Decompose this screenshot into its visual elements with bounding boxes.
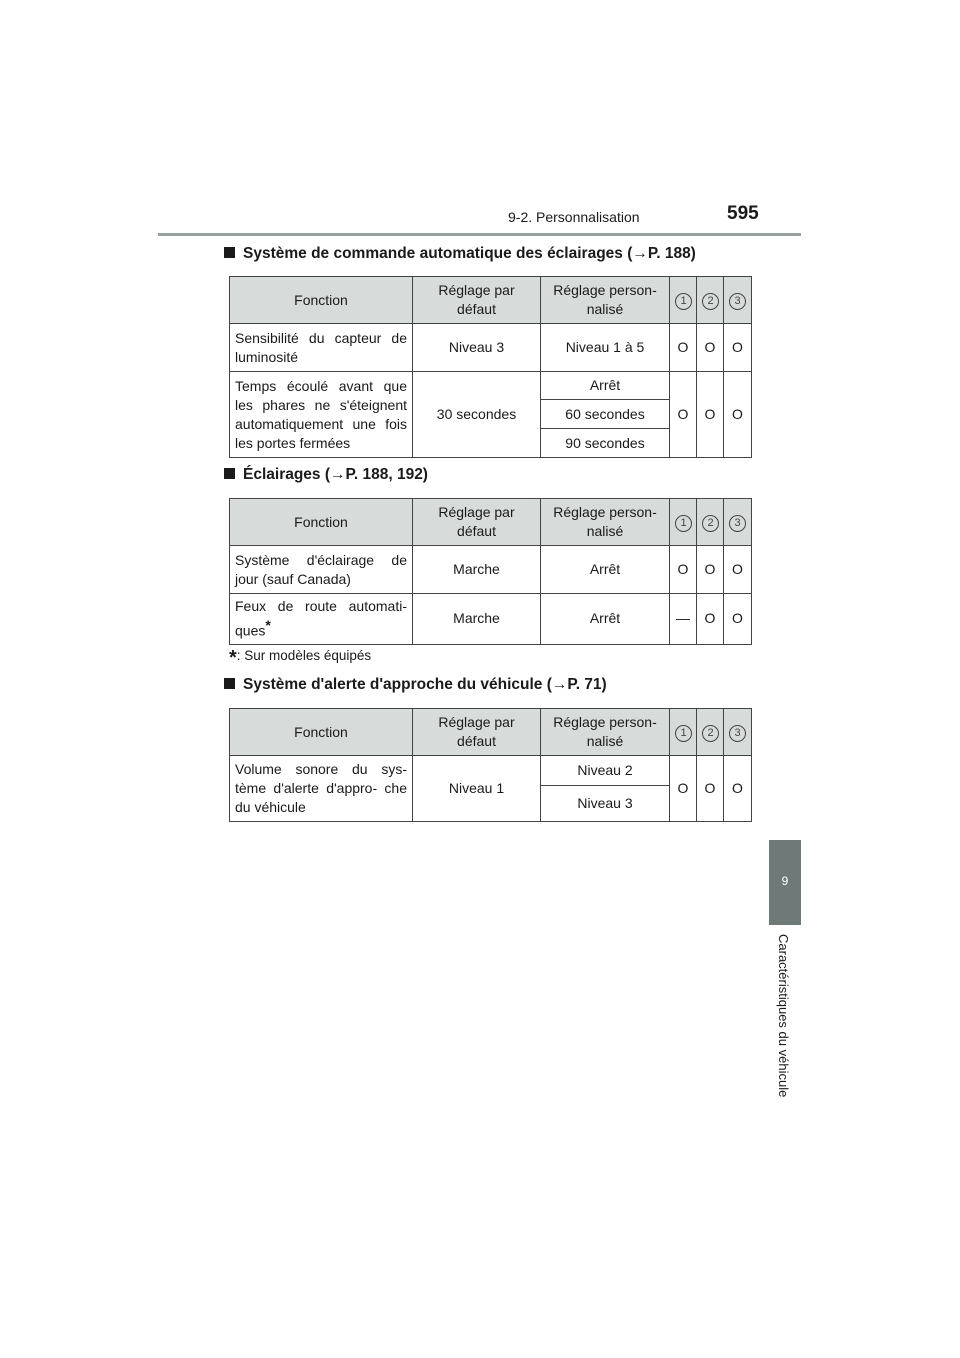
chapter-tab-label: Caractéristiques du véhicule	[776, 934, 791, 1098]
cell-defaut: Marche	[413, 594, 541, 645]
header-mode-1	[670, 499, 697, 546]
footnote-mark: *	[265, 617, 271, 633]
circled-3-icon: 3	[729, 293, 746, 310]
cell-fonction: Système d'éclairage de jour (sauf Canada)	[230, 546, 413, 594]
cell-mode-3: O	[724, 324, 752, 372]
cell-mode-2: O	[697, 324, 724, 372]
header-mode-2	[697, 277, 724, 324]
header-mode-1	[670, 277, 697, 324]
section-heading-text: Éclairages (→P. 188, 192)	[243, 466, 428, 483]
cell-mode-2: O	[697, 756, 724, 822]
circled-2-icon: 2	[702, 293, 719, 310]
header-fonction: Fonction	[230, 499, 413, 546]
cell-defaut: Niveau 1	[413, 756, 541, 822]
header-mode-3	[724, 277, 752, 324]
header-fonction: Fonction	[230, 709, 413, 756]
header-defaut: Réglage par défaut	[413, 499, 541, 546]
cell-defaut: 30 secondes	[413, 372, 541, 458]
cell-mode-1: O	[670, 546, 697, 594]
footnote-text: : Sur modèles équipés	[236, 648, 372, 663]
cell-perso: Arrêt	[541, 372, 670, 400]
header-fonction: Fonction	[230, 277, 413, 324]
header-mode-3	[724, 499, 752, 546]
cell-mode-3: O	[724, 546, 752, 594]
header-defaut: Réglage par défaut	[413, 709, 541, 756]
chapter-tab	[769, 840, 801, 925]
header-mode-3	[724, 709, 752, 756]
cell-mode-3: O	[724, 594, 752, 645]
section-heading-alerte-approche	[224, 676, 607, 694]
cell-mode-1: —	[670, 594, 697, 645]
cell-perso: Niveau 2	[541, 756, 670, 786]
circled-2-icon: 2	[702, 515, 719, 532]
settings-table-auto-lights	[229, 276, 752, 458]
section-heading-text: Système d'alerte d'approche du véhicule (→P. 71)	[243, 676, 607, 693]
section-heading-text: Système de commande automatique des éclairages (→P. 188)	[243, 245, 696, 262]
cell-mode-2: O	[697, 546, 724, 594]
circled-3-icon: 3	[729, 725, 746, 742]
header-section-title: 9-2. Personnalisation	[508, 209, 640, 225]
square-bullet-icon	[224, 468, 235, 479]
circled-1-icon: 1	[675, 725, 692, 742]
cell-perso: 90 secondes	[541, 429, 670, 458]
cell-perso: Niveau 1 à 5	[541, 324, 670, 372]
cell-mode-3: O	[724, 372, 752, 458]
table-header-row	[230, 499, 752, 546]
circled-1-icon: 1	[675, 515, 692, 532]
header-mode-1	[670, 709, 697, 756]
square-bullet-icon	[224, 678, 235, 689]
cell-perso: Niveau 3	[541, 786, 670, 822]
cell-fonction: Volume sonore du sys- tème d'alerte d'appro- che du véhicule	[230, 756, 413, 822]
header-defaut: Réglage par défaut	[413, 277, 541, 324]
square-bullet-icon	[224, 247, 235, 258]
table-header-row	[230, 709, 752, 756]
table-row	[230, 594, 752, 645]
section-heading-eclairages	[224, 466, 428, 484]
footnote	[229, 647, 371, 670]
cell-mode-1: O	[670, 372, 697, 458]
page-number: 595	[727, 203, 759, 224]
cell-defaut: Niveau 3	[413, 324, 541, 372]
cell-fonction-text: Feux de route automati- ques	[235, 598, 407, 639]
circled-1-icon: 1	[675, 293, 692, 310]
cell-mode-3: O	[724, 756, 752, 822]
table-row	[230, 546, 752, 594]
cell-mode-1: O	[670, 756, 697, 822]
cell-defaut: Marche	[413, 546, 541, 594]
cell-mode-1: O	[670, 324, 697, 372]
settings-table-eclairages	[229, 498, 752, 645]
section-heading-auto-lights	[224, 245, 696, 263]
cell-mode-2: O	[697, 372, 724, 458]
cell-perso: Arrêt	[541, 546, 670, 594]
cell-perso: Arrêt	[541, 594, 670, 645]
header-perso: Réglage person- nalisé	[541, 499, 670, 546]
cell-fonction: Temps écoulé avant que les phares ne s'éteignent automatiquement une fois les portes fermées	[230, 372, 413, 458]
header-mode-2	[697, 709, 724, 756]
table-header-row	[230, 277, 752, 324]
cell-fonction	[230, 594, 413, 645]
header-divider	[158, 233, 801, 236]
circled-2-icon: 2	[702, 725, 719, 742]
chapter-tab-number: 9	[781, 874, 789, 888]
table-row	[230, 324, 752, 372]
settings-table-alerte-approche	[229, 708, 752, 822]
cell-perso: 60 secondes	[541, 400, 670, 429]
table-row	[230, 756, 752, 786]
cell-fonction: Sensibilité du capteur de luminosité	[230, 324, 413, 372]
cell-mode-2: O	[697, 594, 724, 645]
header-perso: Réglage person- nalisé	[541, 277, 670, 324]
header-perso: Réglage person- nalisé	[541, 709, 670, 756]
footnote-star: *	[229, 647, 237, 669]
header-mode-2	[697, 499, 724, 546]
circled-3-icon: 3	[729, 515, 746, 532]
table-row	[230, 372, 752, 400]
